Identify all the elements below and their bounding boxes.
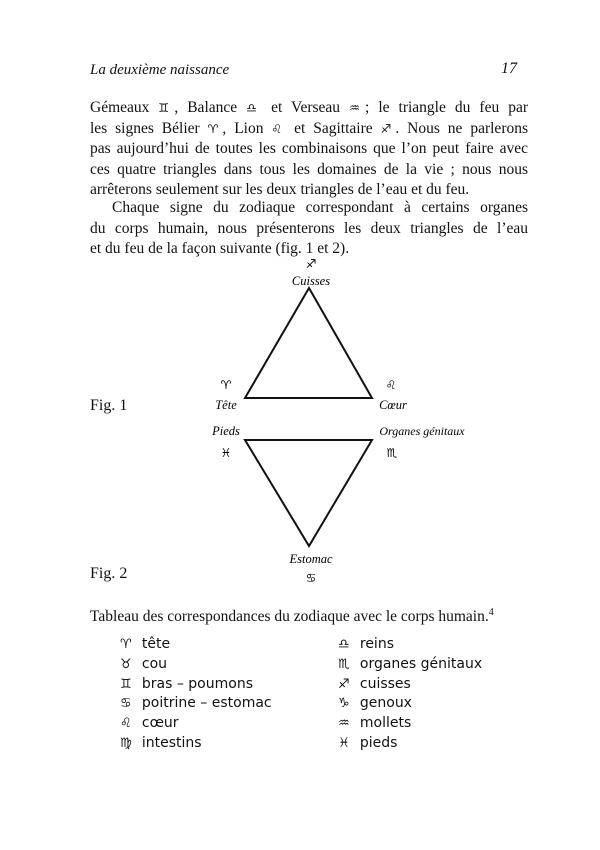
libra-icon: ♎: [338, 637, 350, 652]
fig1-left-symbol: ♈: [220, 378, 232, 392]
fig2-bottom-label: Estomac: [289, 552, 333, 566]
gemini-icon: ♊: [158, 101, 175, 115]
aries-icon: ♈: [207, 121, 223, 136]
paragraph-2-line-1: Chaque signe du zodiaque correspondant à certains organes: [112, 199, 528, 216]
list-item: ♌ cœur: [120, 714, 272, 734]
correspondence-column-right: [338, 635, 482, 754]
list-item: ♐ cuisses: [338, 675, 482, 695]
paragraph-1-line-1: Gémeaux ♊, Balance ♎ et Verseau ♒; le triangle du feu par: [90, 99, 529, 116]
fig2-right-symbol: ♏: [386, 446, 398, 460]
fig1-top-label: Cuisses: [291, 274, 331, 288]
water-triangle: [245, 440, 372, 546]
page-number: 17: [501, 60, 517, 77]
aquarius-icon: ♒: [349, 101, 365, 115]
figure-1-caption: Fig. 1: [90, 397, 128, 414]
fig1-top-symbol: ♐: [305, 257, 317, 271]
footnote-ref: 4: [488, 607, 494, 618]
leo-icon: ♌: [120, 716, 132, 732]
fig2-left-symbol: ♓: [220, 446, 232, 460]
running-header-title: La deuxième naissance: [90, 62, 230, 78]
fig1-right-symbol: ♌: [385, 378, 397, 392]
sagittarius-icon: ♐: [380, 121, 396, 136]
taurus-icon: ♉: [120, 656, 132, 672]
table-caption: [90, 607, 494, 626]
capricorn-icon: ♑: [338, 696, 350, 712]
virgo-icon: ♍: [120, 735, 132, 751]
pisces-icon: ♓: [338, 735, 350, 751]
fig1-left-label: Tête: [215, 398, 237, 412]
list-item: ♒ mollets: [338, 714, 482, 734]
list-item: ♊ bras – poumons: [120, 675, 272, 695]
list-item: ♑ genoux: [338, 694, 482, 714]
paragraph-1-line-3: pas aujourd’hui de toutes les combinaisons que l’on peut faire avec: [90, 140, 528, 157]
fig2-bottom-symbol: ♋: [305, 571, 317, 585]
aquarius-icon: ♒: [338, 716, 350, 732]
correspondence-column-left: [120, 635, 272, 754]
list-item: ♍ intestins: [120, 734, 272, 754]
fig2-right-label: Organes génitaux: [379, 424, 465, 438]
list-item: ♏ organes génitaux: [338, 655, 482, 675]
leo-icon: ♌: [271, 121, 287, 136]
table-caption-text: Tableau des correspondances du zodiaque avec le corps humain.: [90, 608, 489, 626]
list-item: ♓ pieds: [338, 734, 482, 754]
list-item: ♈ tête: [120, 635, 272, 655]
paragraph-2-line-3: et du feu de la façon suivante (fig. 1 et 2).: [90, 240, 350, 257]
list-item: ♉ cou: [120, 655, 272, 675]
gemini-icon: ♊: [120, 676, 132, 692]
cancer-icon: ♋: [120, 696, 132, 712]
paragraph-2-line-2: du corps humain, nous présenterons les deux triangles de l’eau: [90, 219, 528, 237]
fig2-left-label: Pieds: [212, 424, 240, 438]
figure-2-caption: Fig. 2: [90, 565, 128, 582]
paragraph-1-line-2: les signes Bélier ♈, Lion ♌ et Sagittaire ♐. Nous ne parlerons: [90, 119, 529, 137]
fire-triangle: [245, 288, 372, 398]
fig1-right-label: Cœur: [379, 398, 407, 412]
sagittarius-icon: ♐: [338, 676, 350, 692]
libra-icon: ♎: [246, 101, 263, 115]
paragraph-1-line-5: arrêterons seulement sur les deux triangles de l’eau et du feu.: [90, 181, 470, 198]
list-item: ♋ poitrine – estomac: [120, 694, 272, 714]
list-item: ♎ reins: [338, 635, 482, 655]
scorpio-icon: ♏: [338, 656, 350, 672]
aries-icon: ♈: [120, 637, 132, 652]
paragraph-1-line-4: ces quatre triangles dans tous les domaines de la vie ; nous nous: [90, 160, 528, 178]
